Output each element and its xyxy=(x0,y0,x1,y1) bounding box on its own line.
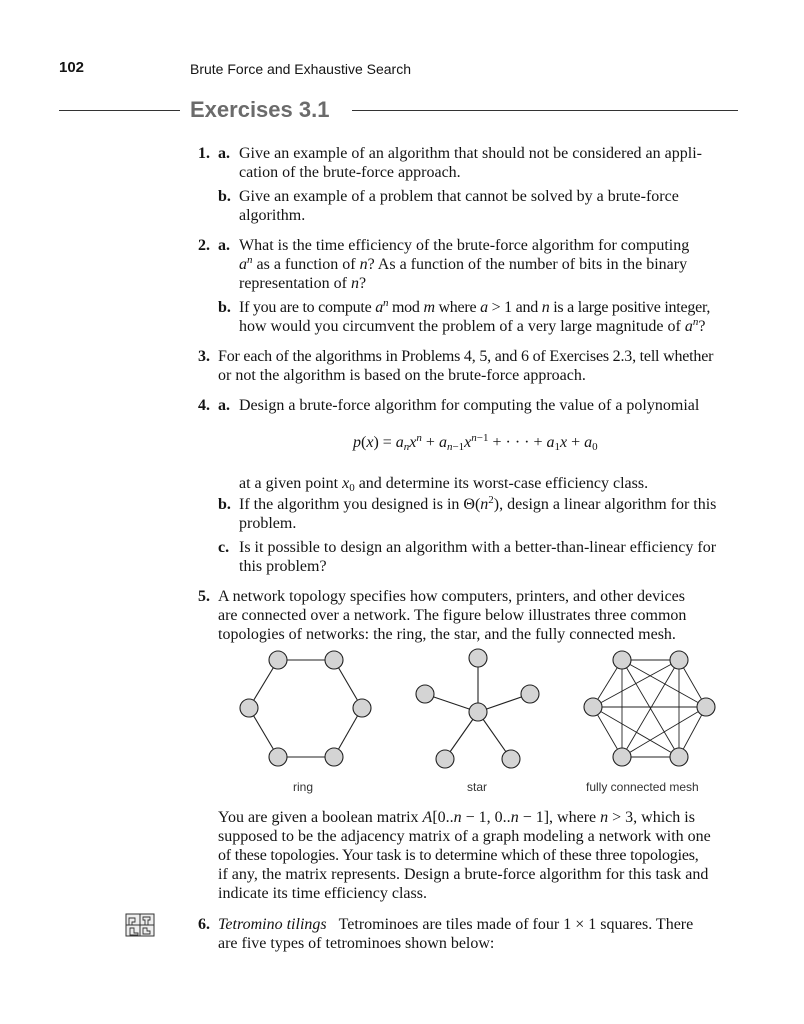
ring-node xyxy=(240,699,258,717)
ring-topology xyxy=(240,651,371,766)
exercise-2a-line3: representation of n? xyxy=(239,275,367,292)
exercise-5-para2-line4: if any, the matrix represents. Design a brute-force algorithm for this task and xyxy=(218,866,709,883)
mesh-edge xyxy=(593,707,679,757)
exercise-1b-label: b. xyxy=(218,188,231,205)
mesh-topology xyxy=(584,651,715,766)
star-topology xyxy=(416,649,539,768)
mesh-node xyxy=(613,748,631,766)
polynomial-formula: $p(x) = a_nx^n + a_{n-1}x^{n-1}$ + · · · + $a_1x + a_0$ xyxy=(353,432,598,453)
mesh-node xyxy=(613,651,631,669)
exercise-2b-label: b. xyxy=(218,299,231,316)
exercise-3-line1: For each of the algorithms in Problems 4, 5, and 6 of Exercises 2.3, tell whether xyxy=(218,348,714,365)
exercise-4b-label: b. xyxy=(218,496,231,513)
puzzle-piece-icon xyxy=(125,913,155,937)
exercise-4c-line1: Is it possible to design an algorithm with a better-than-linear efficiency for xyxy=(239,539,717,556)
exercise-4a-line2: at a given point $x_0$ and determine its worst-case efficiency class. xyxy=(239,475,649,494)
section-title: Exercises 3.1 xyxy=(190,97,330,122)
exercise-5-para2-line2: supposed to be the adjacency matrix of a graph modeling a network with one xyxy=(218,828,711,845)
exercise-6-line2: are five types of tetrominoes shown below: xyxy=(218,935,495,952)
page-number: 102 xyxy=(59,59,85,76)
exercise-4b-line2: problem. xyxy=(239,515,297,532)
exercise-1a-line2: cation of the brute-force approach. xyxy=(239,164,461,181)
caption-ring: ring xyxy=(293,780,314,794)
exercise-5-line1: A network topology specifies how computers, printers, and other devices xyxy=(218,588,685,605)
exercise-2a-label: a. xyxy=(218,237,230,254)
exercise-4-number: 4. xyxy=(198,397,210,414)
exercise-1-number: 1. xyxy=(198,145,210,162)
exercise-4a-label: a. xyxy=(218,397,230,414)
ring-node xyxy=(353,699,371,717)
exercise-4c-label: c. xyxy=(218,539,230,556)
caption-star: star xyxy=(467,780,488,794)
ring-node xyxy=(269,651,287,669)
caption-mesh: fully connected mesh xyxy=(586,780,699,794)
exercise-2b-line2: how would you circumvent the problem of a very large magnitude of $a^n$? xyxy=(239,316,706,335)
exercise-2b-line1: If you are to compute $a^n$ mod m where a > 1 and n is a large positive integer, xyxy=(239,297,711,316)
running-title: Brute Force and Exhaustive Search xyxy=(190,61,412,77)
star-node xyxy=(521,685,539,703)
mesh-node xyxy=(670,748,688,766)
exercise-2a-line1: What is the time efficiency of the brute-force algorithm for computing xyxy=(239,237,690,254)
exercise-3-line2: or not the algorithm is based on the brute-force approach. xyxy=(218,367,586,384)
exercise-5-line3: topologies of networks: the ring, the star, and the fully connected mesh. xyxy=(218,626,676,643)
exercise-4b-line1: If the algorithm you designed is in $\Theta(n^2)$, design a linear algorithm for this xyxy=(239,494,717,513)
exercise-6-line1: Tetromino tilings Tetrominoes are tiles made of four 1 × 1 squares. There xyxy=(218,916,694,933)
mesh-edge xyxy=(622,707,706,757)
exercise-5-number: 5. xyxy=(198,588,210,605)
star-node xyxy=(416,685,434,703)
star-node xyxy=(469,649,487,667)
exercise-6-number: 6. xyxy=(198,916,210,933)
exercise-1b-line1: Give an example of a problem that cannot be solved by a brute-force xyxy=(239,188,679,205)
ring-node xyxy=(269,748,287,766)
star-node xyxy=(436,750,454,768)
ring-node xyxy=(325,748,343,766)
exercise-2a-line2: $a^n$ as a function of n? As a function of the number of bits in the binary xyxy=(239,254,688,273)
star-node xyxy=(502,750,520,768)
exercise-5-line2: are connected over a network. The figure below illustrates three common xyxy=(218,607,687,624)
exercise-5-para2-line1: You are given a boolean matrix A[0..n − 1, 0..n − 1], where n > 3, which is xyxy=(218,809,695,826)
mesh-edge xyxy=(593,660,679,707)
exercise-5-para2-line5: indicate its time efficiency class. xyxy=(218,885,427,902)
star-hub-node xyxy=(469,703,487,721)
ring-node xyxy=(325,651,343,669)
exercise-1a-line1: Give an example of an algorithm that should not be considered an appli- xyxy=(239,145,702,162)
exercise-1a-label: a. xyxy=(218,145,230,162)
exercise-2-number: 2. xyxy=(198,237,210,254)
mesh-node xyxy=(697,698,715,716)
mesh-edge xyxy=(622,660,706,707)
exercise-3-number: 3. xyxy=(198,348,210,365)
mesh-node xyxy=(584,698,602,716)
exercise-1b-line2: algorithm. xyxy=(239,207,306,224)
mesh-node xyxy=(670,651,688,669)
exercise-4c-line2: this problem? xyxy=(239,558,327,575)
exercise-5-para2-line3: of these topologies. Your task is to determine which of these three topologies, xyxy=(218,847,699,864)
exercise-4a-line1: Design a brute-force algorithm for computing the value of a polynomial xyxy=(239,397,700,414)
